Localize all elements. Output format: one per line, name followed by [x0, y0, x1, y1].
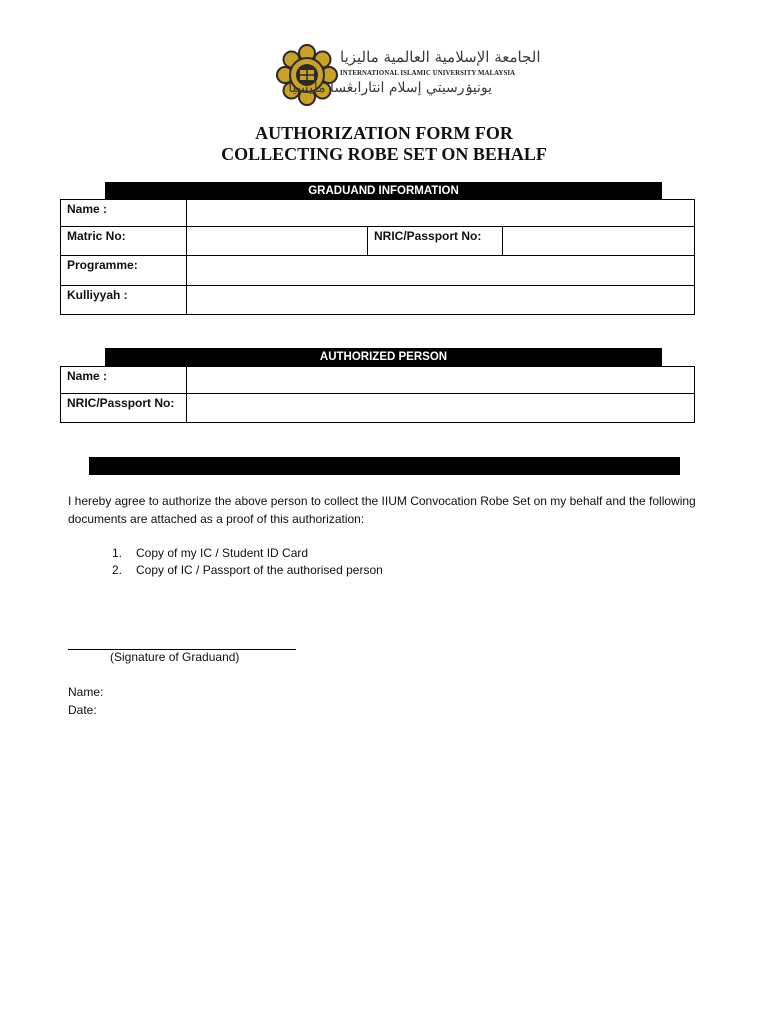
signer-date-label: Date: — [68, 703, 97, 717]
authorized-name-field[interactable] — [187, 367, 695, 394]
graduand-nric-field[interactable] — [503, 227, 695, 256]
graduand-name-label: Name : — [61, 200, 187, 227]
authorized-nric-field[interactable] — [187, 394, 695, 423]
list-item-number: 1. — [112, 546, 123, 560]
matric-no-field[interactable] — [187, 227, 368, 256]
authorized-name-label: Name : — [61, 367, 187, 394]
logo-english-name: INTERNATIONAL ISLAMIC UNIVERSITY MALAYSIA — [340, 70, 516, 77]
declaration-text: I hereby agree to authorize the above person to collect the IIUM Convocation Robe Set on my behalf and the following documents are attached as a proof of this authorization: — [68, 494, 696, 526]
logo-arabic-name: الجامعة الإسلامية العالمية ماليزيا — [340, 48, 541, 66]
graduand-section-heading: GRADUAND INFORMATION — [105, 182, 662, 200]
logo-malay-jawi-name: يونيۏرسيتي إسلام انتارابڠسا مليسيا — [288, 80, 492, 96]
graduand-name-field[interactable] — [187, 200, 695, 227]
form-title-line-1: AUTHORIZATION FORM FOR — [255, 123, 513, 143]
authorized-nric-label: NRIC/Passport No: — [61, 394, 187, 423]
matric-no-label: Matric No: — [61, 227, 187, 256]
programme-label: Programme: — [61, 256, 187, 286]
signature-label: (Signature of Graduand) — [110, 650, 240, 664]
list-item-number: 2. — [112, 563, 123, 577]
form-title-line-2: COLLECTING ROBE SET ON BEHALF — [221, 144, 547, 164]
kulliyyah-label: Kulliyyah : — [61, 286, 187, 315]
list-item-text: Copy of IC / Passport of the authorised person — [136, 563, 383, 577]
authorized-person-table — [60, 366, 695, 423]
programme-field[interactable] — [187, 256, 695, 286]
iium-logo-icon — [276, 44, 338, 106]
attached-documents-list — [112, 545, 383, 579]
signer-name-label: Name: — [68, 685, 104, 699]
graduand-info-table — [60, 199, 695, 315]
list-item — [112, 545, 383, 562]
declaration-divider-bar — [89, 457, 680, 475]
kulliyyah-field[interactable] — [187, 286, 695, 315]
graduand-nric-label: NRIC/Passport No: — [368, 227, 503, 256]
authorized-person-heading: AUTHORIZED PERSON — [105, 348, 662, 366]
list-item — [112, 562, 383, 579]
list-item-text: Copy of my IC / Student ID Card — [136, 546, 309, 560]
